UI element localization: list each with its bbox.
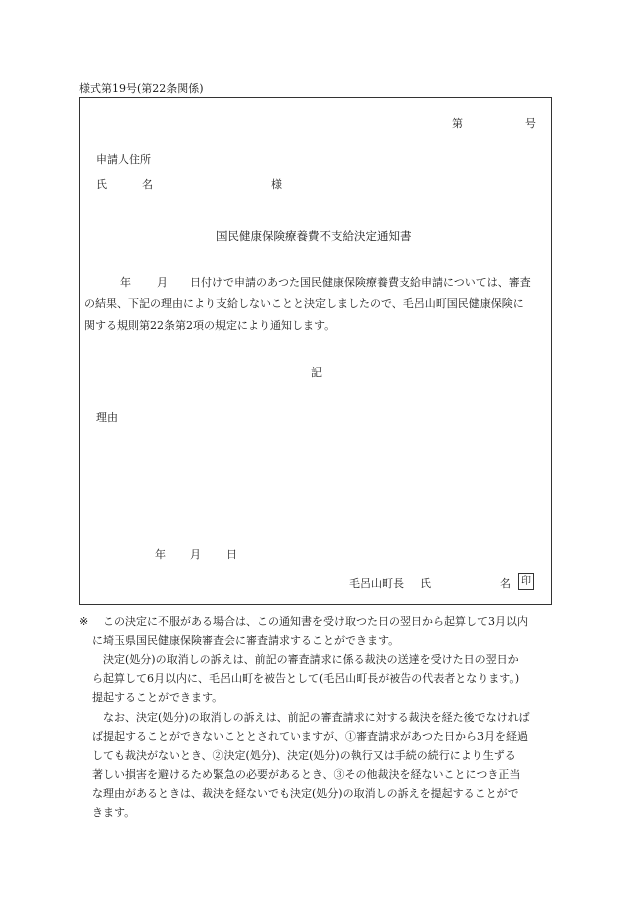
note-line: 提起することができます。: [92, 691, 224, 704]
note-line: ら起算して6月以内に、毛呂山町を被告として(毛呂山町長が被告の代表者となります。): [92, 672, 520, 685]
note-line: きます。: [92, 806, 136, 819]
note-line: この決定に不服がある場合は、この通知書を受け取つた日の翌日から起算して3月以内: [103, 615, 528, 628]
body-month: 月: [157, 276, 168, 289]
date-month: 月: [190, 548, 201, 561]
body-year: 年: [120, 276, 131, 289]
note-line: に埼玉県国民健康保険審査会に審査請求することができます。: [92, 634, 400, 647]
body-line-3: 関する規則第22条第2項の規定により通知します。: [84, 319, 336, 332]
seal-box: 印: [518, 573, 534, 590]
mayor-title: 毛呂山町長: [349, 577, 404, 590]
mayor-shi: 氏: [420, 577, 431, 590]
body-text-1: 日付けで申請のあつた国民健康保険療養費支給申請については、審査: [190, 276, 531, 289]
note-line: 著しい損害を避けるため緊急の必要があるとき、③その他裁決を経ないことにつき正当: [92, 768, 521, 781]
note-line: ば提起することができないこととされていますが、①審査請求があつた日から3月を経過: [92, 730, 528, 743]
notice-form-box: [79, 97, 552, 605]
ki-label: 記: [311, 366, 322, 379]
note-line: なお、決定(処分)の取消しの訴えは、前記の審査請求に対する裁決を経た後でなければ: [103, 711, 530, 724]
note-line: 決定(処分)の取消しの訴えは、前記の審査請求に係る裁決の送達を受けた日の翌日か: [103, 653, 519, 666]
body-line-2: の結果、下記の理由により支給しないことと決定しましたので、毛呂山町国民健康保険に: [84, 297, 524, 310]
note-line: しても裁決がないとき、②決定(処分)、決定(処分)の執行又は手続の続行により生ずる: [92, 749, 516, 762]
honorific-sama: 様: [271, 178, 282, 191]
document-number-suffix: 号: [525, 117, 536, 130]
applicant-name-label-1: 氏: [96, 178, 107, 191]
applicant-name-label-2: 名: [142, 178, 153, 191]
mayor-mei: 名: [500, 577, 511, 590]
document-title: 国民健康保険療養費不支給決定通知書: [216, 229, 412, 243]
reason-label: 理由: [96, 411, 118, 424]
date-year: 年: [155, 548, 166, 561]
note-line: な理由があるときは、裁決を経ないでも決定(処分)の取消しの訴えを提起することがで: [92, 787, 519, 800]
form-number: 様式第19号(第22条関係): [79, 82, 204, 95]
note-mark: ※: [79, 615, 89, 628]
applicant-address-label: 申請人住所: [96, 153, 151, 166]
document-number-label: 第: [452, 117, 463, 130]
date-day: 日: [226, 548, 237, 561]
